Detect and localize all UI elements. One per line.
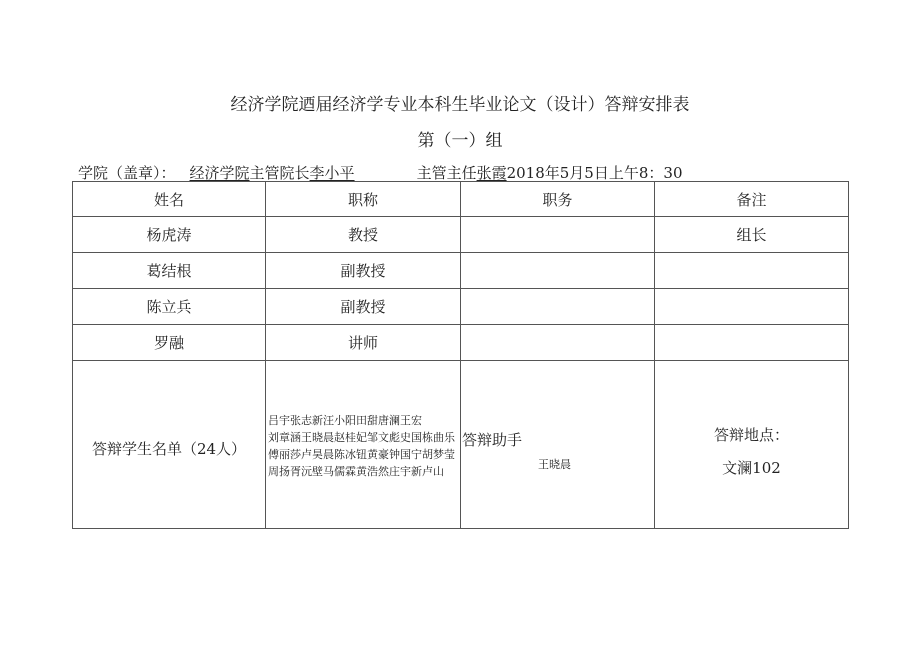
header-title: 职称 [266, 182, 461, 217]
header-note: 备注 [655, 182, 849, 217]
student-line: 刘章涵王晓晨赵桂妃邹文彪史国栋曲乐 [268, 431, 455, 444]
member-name: 杨虎涛 [73, 217, 266, 253]
header-position: 职务 [461, 182, 655, 217]
member-title: 讲师 [266, 325, 461, 361]
location-label: 答辩地点： [713, 425, 789, 444]
member-position [461, 217, 655, 253]
assistant-name: 王晓晨 [538, 458, 571, 471]
document-title: 经济学院迺届经济学专业本科生毕业论文（设计）答辩安排表 [230, 95, 690, 115]
location-cell [655, 361, 849, 529]
member-title: 教授 [266, 217, 461, 253]
student-line: 傅丽莎卢昊晨陈冰钮黄豪钟国宁胡梦莹 [268, 448, 455, 461]
director-name: 张霞 [476, 164, 507, 182]
member-name: 陈立兵 [73, 289, 266, 325]
member-position [461, 325, 655, 361]
location-room: 文澜102 [722, 458, 781, 477]
member-name: 罗融 [73, 325, 266, 361]
member-position [461, 253, 655, 289]
dean-label: 主管院长 [249, 164, 310, 182]
assistant-cell [461, 361, 655, 529]
college-name: 经济学院 [189, 164, 250, 182]
member-note [655, 289, 849, 325]
college-label: 学院（盖章）： [78, 164, 176, 182]
member-title: 副教授 [266, 253, 461, 289]
table-row [73, 289, 849, 325]
member-note: 组长 [655, 217, 849, 253]
schedule-table [72, 181, 849, 529]
member-note [655, 325, 849, 361]
table-row [73, 217, 849, 253]
member-title: 副教授 [266, 289, 461, 325]
student-line: 周扬胥沅壁马儒霖黄浩然庄宇新卢山 [268, 465, 444, 478]
table-header-row [73, 182, 849, 217]
member-name: 葛结根 [73, 253, 266, 289]
table-row [73, 253, 849, 289]
member-note [655, 253, 849, 289]
director-label: 主管主任 [416, 164, 477, 182]
info-line [78, 162, 683, 183]
student-line: 吕宇张志新汪小阳田甜唐澜王宏 [268, 414, 422, 427]
student-list-label: 答辩学生名单（24人） [73, 361, 266, 529]
dean-name: 李小平 [309, 164, 355, 182]
group-label: 第（一）组 [417, 131, 503, 151]
member-position [461, 289, 655, 325]
defense-datetime: 2018年5月5日上午8：30 [506, 164, 683, 182]
table-row [73, 325, 849, 361]
assistant-label: 答辩助手 [462, 431, 523, 449]
header-name: 姓名 [73, 182, 266, 217]
details-row [73, 361, 849, 529]
student-list [266, 361, 461, 529]
